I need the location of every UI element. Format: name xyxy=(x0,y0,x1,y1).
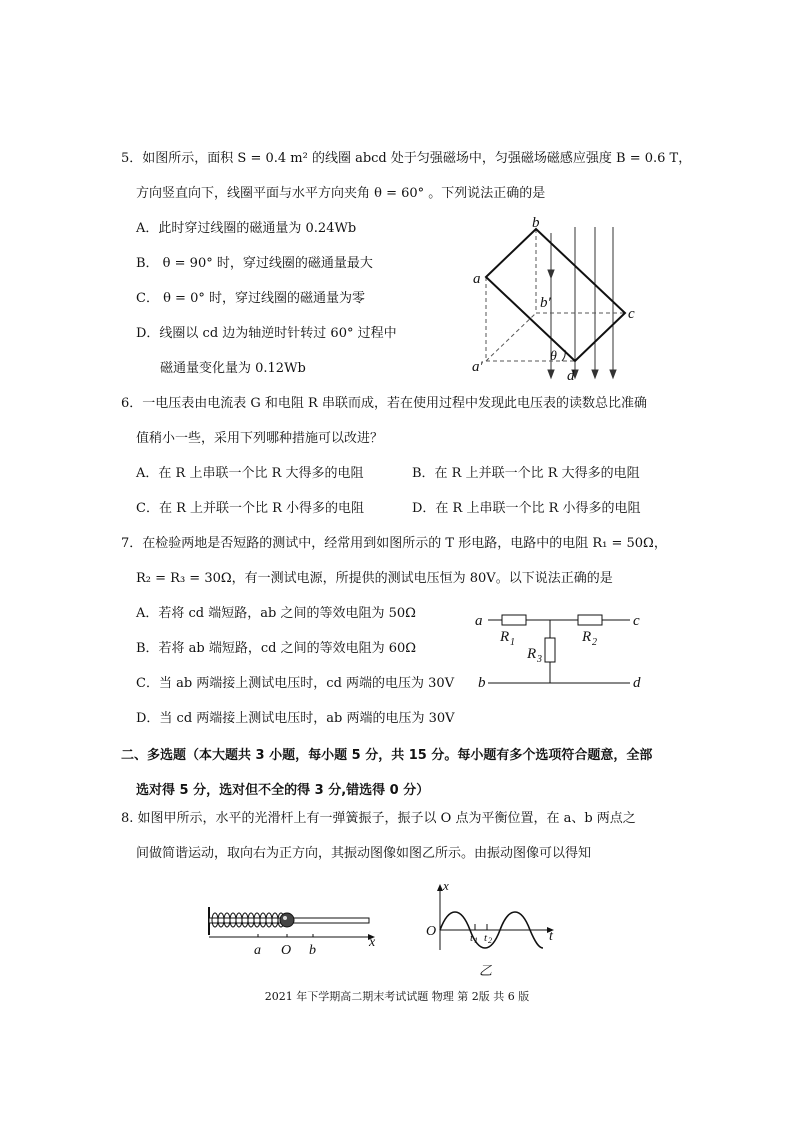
q8-fig1-label-b: b xyxy=(309,943,316,958)
q5-option-d-cont: 磁通量变化量为 0.12Wb xyxy=(160,361,306,376)
q8-fig2-caption: 乙 xyxy=(479,963,493,978)
q8-fig2-label-o: O xyxy=(426,924,437,939)
q7-label-r2: R xyxy=(582,629,592,645)
q8-fig1-label-x: x xyxy=(369,935,376,950)
q7-label-r3: R xyxy=(527,646,537,662)
q5-label-a-prime: a′ xyxy=(472,359,483,375)
q6-stem-line2: 值稍小一些，采用下列哪种措施可以改进？ xyxy=(136,431,384,446)
q5-coil-figure xyxy=(470,215,645,385)
q6-option-c: C．在 R 上并联一个比 R 小得多的电阻 xyxy=(136,501,365,516)
q6-stem-line1: 6．一电压表由电流表 G 和电阻 R 串联而成，若在使用过程中发现此电压表的读数总比准确 xyxy=(121,396,647,411)
q8-fig2-label-x: x xyxy=(443,878,449,893)
q7-option-c: C．当 ab 两端接上测试电压时，cd 两端的电压为 30V xyxy=(136,676,455,691)
q5-label-theta: θ xyxy=(550,349,557,364)
q5-label-b-prime: b′ xyxy=(540,295,551,311)
q5-label-d: d xyxy=(567,368,575,384)
q7-stem-line1: 7．在检验两地是否短路的测试中，经常用到如图所示的 T 形电路，电路中的电阻 R₁ = 50Ω， xyxy=(121,536,667,551)
q6-option-b: B．在 R 上并联一个比 R 大得多的电阻 xyxy=(412,466,640,481)
q6-option-d: D．在 R 上串联一个比 R 小得多的电阻 xyxy=(412,501,641,516)
q5-option-a: A．此时穿过线圈的磁通量为 0.24Wb xyxy=(136,221,357,236)
q5-stem-line2: 方向竖直向下，线圈平面与水平方向夹角 θ = 60° 。下列说法正确的是 xyxy=(136,186,546,201)
q8-fig1-label-a: a xyxy=(254,943,261,958)
q8-fig2-label-t2-sub: 2 xyxy=(488,936,492,945)
q8-fig2-label-t1: t xyxy=(470,932,474,944)
q8-stem-line2: 间做简谐运动，取向右为正方向，其振动图像如图乙所示。由振动图像可以得知 xyxy=(136,846,592,861)
q5-stem-line1: 5．如图所示，面积 S = 0.4 m² 的线圈 abcd 处于匀强磁场中，匀强磁场磁感应强度 B = 0.6 T， xyxy=(121,151,692,166)
section2-heading-line2: 选对得 5 分，选对但不全的得 3 分,错选得 0 分） xyxy=(136,783,430,798)
section2-heading-line1: 二、多选题（本大题共 3 小题，每小题 5 分，共 15 分。每小题有多个选项符合题意，全部 xyxy=(121,748,653,763)
q8-fig2-label-t: t xyxy=(549,929,553,944)
q7-label-a: a xyxy=(475,613,483,629)
q8-fig2-label-t1-sub: 1 xyxy=(474,936,478,945)
q7-label-d: d xyxy=(633,675,641,691)
page-footer: 2021 年下学期高二期末考试试题 物理 第 2版 共 6 版 xyxy=(264,990,530,1003)
q5-label-b: b xyxy=(532,215,540,231)
q7-label-r2-sub: 2 xyxy=(592,637,597,648)
q7-label-b: b xyxy=(478,675,486,691)
q5-option-b: B． θ = 90° 时，穿过线圈的磁通量最大 xyxy=(136,256,373,271)
q7-label-r1: R xyxy=(500,629,510,645)
q8-fig2-label-t2: t xyxy=(484,932,488,944)
q7-option-d: D．当 cd 两端接上测试电压时，ab 两端的电压为 30V xyxy=(136,711,455,726)
q5-label-c: c xyxy=(628,306,635,322)
q7-stem-line2: R₂ = R₃ = 30Ω，有一测试电源，所提供的测试电压恒为 80V。以下说法正确的是 xyxy=(136,571,613,586)
q8-fig1-label-o: O xyxy=(281,943,292,958)
q8-stem-line1: 8. 如图甲所示，水平的光滑杆上有一弹簧振子，振子以 O 点为平衡位置，在 a、b 两点之 xyxy=(121,811,636,826)
q8-spring-oscillator-figure xyxy=(205,905,385,960)
q7-label-c: c xyxy=(633,613,640,629)
q7-option-a: A．若将 cd 端短路，ab 之间的等效电阻为 50Ω xyxy=(136,606,416,621)
q7-t-circuit-figure xyxy=(470,605,650,695)
q5-option-d: D．线圈以 cd 边为轴逆时针转过 60° 过程中 xyxy=(136,326,397,341)
q8-vibration-graph xyxy=(425,880,565,980)
q7-option-b: B．若将 ab 端短路，cd 之间的等效电阻为 60Ω xyxy=(136,641,417,656)
q6-option-a: A．在 R 上串联一个比 R 大得多的电阻 xyxy=(136,466,364,481)
q7-label-r1-sub: 1 xyxy=(510,637,515,648)
q5-label-a: a xyxy=(473,271,481,287)
q5-option-c: C． θ = 0° 时，穿过线圈的磁通量为零 xyxy=(136,291,365,306)
q7-label-r3-sub: 3 xyxy=(537,654,542,665)
